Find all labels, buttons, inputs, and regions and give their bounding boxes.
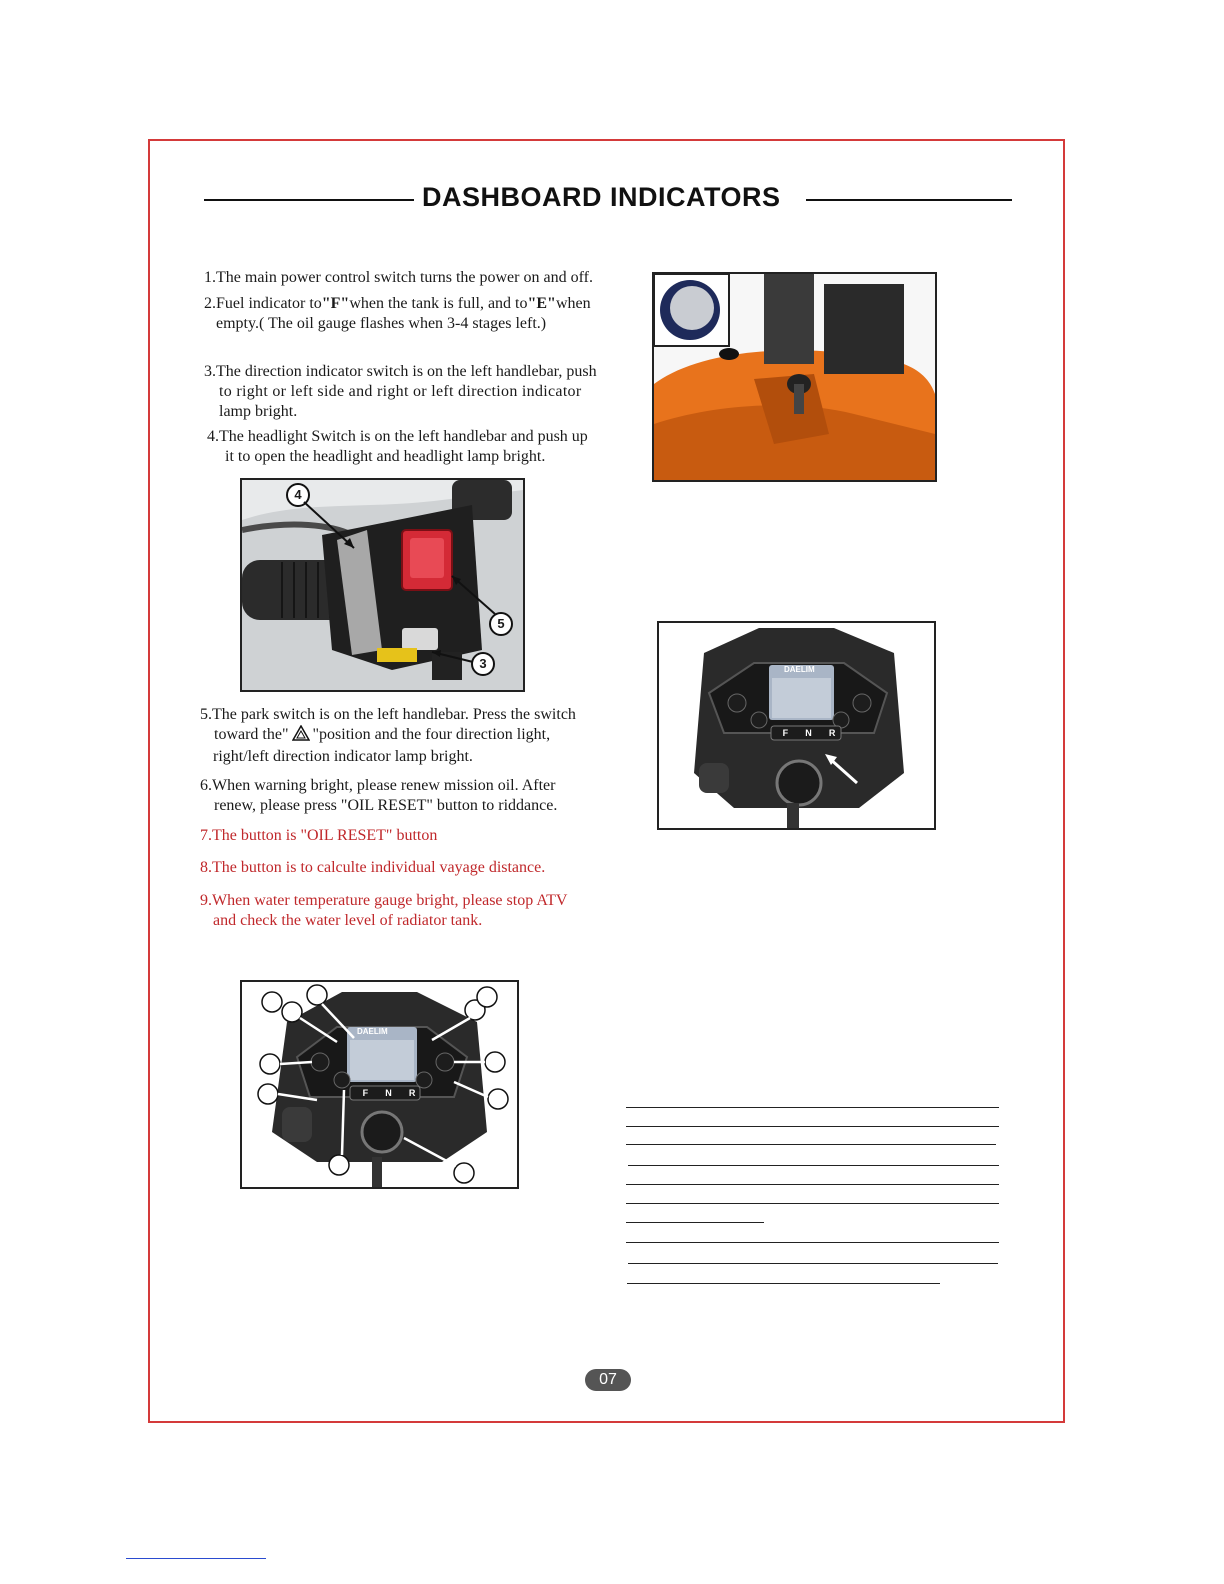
heading-rule-right [806, 199, 1012, 201]
callout-3: 3 [471, 652, 495, 676]
gear-R: R [828, 728, 836, 738]
item-1: 1.The main power control switch turns the power on and off. [204, 269, 593, 286]
heading-row [204, 182, 1012, 218]
page-title: DASHBOARD INDICATORS [422, 182, 781, 212]
blank-line [626, 1242, 999, 1243]
heading-rule-left [204, 199, 414, 201]
item-3: 3.The direction indicator switch is on the left handlebar, push to right or left side and right or left direction indicator lamp bright. [204, 363, 597, 420]
blank-line [626, 1184, 999, 1185]
item-9: 9.When water temperature gauge bright, please stop ATV and check the water level of radiator tank. [200, 892, 568, 929]
gear-F: F [362, 1088, 369, 1098]
dash-brand-label-2: DAELIM [784, 665, 815, 674]
blank-line [626, 1144, 996, 1145]
dashboard-callout-photo [240, 980, 519, 1189]
callout-4: 4 [286, 483, 310, 507]
blank-line [628, 1263, 998, 1264]
callout-5: 5 [489, 612, 513, 636]
callout-circles [242, 982, 517, 1187]
blank-line [626, 1107, 999, 1108]
dashboard-key-photo [657, 621, 936, 830]
switch-photo [240, 478, 525, 692]
page-number: 07 [585, 1369, 631, 1391]
blank-line [627, 1283, 940, 1284]
gear-F: F [782, 728, 789, 738]
item-6: 6.When warning bright, please renew mission oil. After renew, please press "OIL RESET" button to riddance. [200, 777, 558, 814]
blank-line [626, 1222, 764, 1223]
item-7: 7.The button is "OIL RESET" button [200, 827, 438, 844]
gear-R: R [408, 1088, 416, 1098]
item-8: 8.The button is to calculte individual vayage distance. [200, 859, 546, 876]
item-4: 4.The headlight Switch is on the left handlebar and push up it to open the headlight and headlight lamp bright. [207, 428, 588, 465]
blank-line [626, 1203, 999, 1204]
fuel-cap-photo [652, 272, 937, 482]
callout-arrows [242, 480, 523, 690]
hazard-icon [292, 725, 310, 747]
item-5: 5.The park switch is on the left handlebar. Press the switch toward the" "position and the four direction light, right/left direction indicator lamp bright. [200, 706, 576, 765]
gear-N: N [385, 1088, 392, 1098]
fuel-tank-illustration [654, 274, 935, 480]
gear-N: N [805, 728, 812, 738]
dashboard-key-illustration [659, 623, 934, 828]
dash-gear-labels-2 [774, 728, 844, 738]
blank-line [628, 1165, 999, 1166]
blank-line [626, 1126, 999, 1127]
footer-link-underline [126, 1558, 266, 1559]
dash-brand-label: DAELIM [357, 1027, 388, 1036]
item-2: 2.Fuel indicator to"F"when the tank is full, and to"E"when empty.( The oil gauge flashes when 3-4 stages left.) [204, 295, 591, 332]
